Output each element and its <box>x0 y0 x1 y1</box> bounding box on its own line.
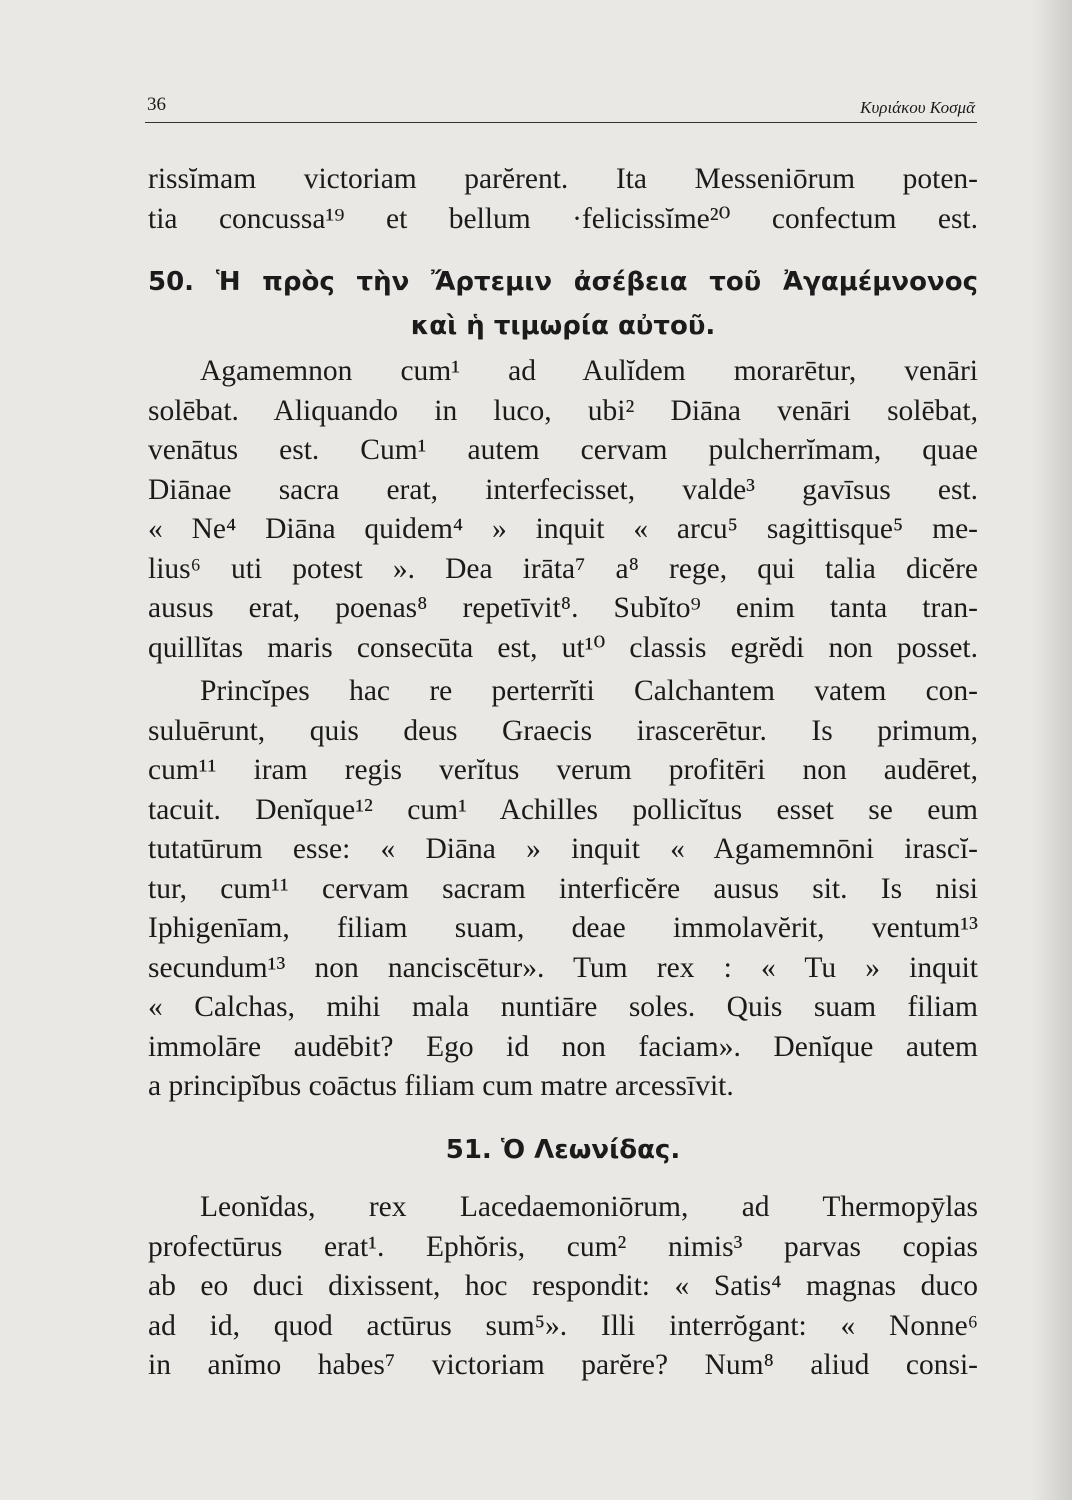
heading-line: 51. Ὁ Λεωνίδας. <box>445 1135 681 1165</box>
heading-line: 50. Ἡ πρὸς τὴν Ἄρτεμιν ἀσέβεια τοῦ Ἀγαμέμνονος <box>148 267 978 297</box>
text-line: « Calchas, mihi mala nuntiāre soles. Quis suam filiam <box>148 991 978 1023</box>
text-line: a principĭbus coāctus filiam cum matre arcessīvit. <box>148 1070 734 1102</box>
text-line: solēbat. Aliquando in luco, ubi² Diāna venāri solēbat, <box>148 394 978 427</box>
text-line: ab eo duci dixissent, hoc respondit: « Satis⁴ magnas duco <box>148 1270 978 1302</box>
text-line: profectūrus erat¹. Ephŏris, cum² nimis³ parvas copias <box>148 1230 978 1263</box>
section-51-paragraph <box>148 1188 978 1386</box>
running-header <box>145 90 977 123</box>
text-line: secundum¹³ non nanciscētur». Tum rex : « Tu » inquit <box>148 951 978 984</box>
page-number: 36 <box>147 94 166 115</box>
section-50-heading <box>148 260 978 348</box>
text-line: « Ne⁴ Diāna quidem⁴ » inquit « arcu⁵ sagittisque⁵ me- <box>148 513 978 545</box>
text-line: ausus erat, poenas⁸ repetīvit⁸. Subĭto⁹ enim tanta tran- <box>148 592 978 624</box>
text-line: tacuit. Denĭque¹² cum¹ Achilles pollicĭtus esset se eum <box>148 793 978 826</box>
text-line: immolāre audēbit? Ego id non faciam». Denĭque autem <box>148 1030 978 1063</box>
running-title: Κυριάκου Κοσμᾶ <box>860 98 975 117</box>
heading-line: καὶ ἡ τιμωρία αὐτοῦ. <box>410 311 716 341</box>
text-line: rissĭmam victoriam parĕrent. Ita Messeniōrum poten- <box>148 163 978 195</box>
text-line: suluērunt, quis deus Graecis irascerētur. Is primum, <box>148 714 978 747</box>
text-line: cum¹¹ iram regis verĭtus verum profitēri non audēret, <box>148 754 978 786</box>
text-line: lius⁶ uti potest ». Dea irāta⁷ a⁸ rege, qui talia dicĕre <box>148 552 978 585</box>
text-line: venātus est. Cum¹ autem cervam pulcherrĭmam, quae <box>148 434 978 466</box>
text-line: Diānae sacra erat, interfecisset, valde³ gavīsus est. <box>148 473 978 506</box>
section-51-heading <box>148 1130 978 1170</box>
text-line: in anĭmo habes⁷ victoriam parĕre? Num⁸ aliud consi- <box>148 1349 978 1381</box>
text-line: Agamemnon cum¹ ad Aulĭdem morarētur, venāri <box>200 355 978 387</box>
text-line: ad id, quod actūrus sum⁵». Illi interrŏgant: « Nonne⁶ <box>148 1309 978 1342</box>
text-line: tur, cum¹¹ cervam sacram interficĕre ausus sit. Is nisi <box>148 872 978 905</box>
continuation-text <box>148 160 978 239</box>
text-line: tia concussa¹⁹ et bellum ·felicissĭme²⁰ confectum est. <box>148 202 978 235</box>
text-line: Iphigenīam, filiam suam, deae immolavĕrit, ventum¹³ <box>148 912 978 944</box>
text-line: quillĭtas maris consecūta est, ut¹⁰ classis egrĕdi non posset. <box>148 631 978 664</box>
text-line: Princĭpes hac re perterrĭti Calchantem vatem con- <box>200 675 978 707</box>
text-line: Leonĭdas, rex Lacedaemoniōrum, ad Thermopȳlas <box>200 1191 978 1223</box>
section-50-paragraph-2 <box>148 672 978 1107</box>
page-edge-shadow <box>1032 0 1072 1500</box>
section-50-paragraph-1 <box>148 352 978 668</box>
text-line: tutatūrum esse: « Diāna » inquit « Agamemnōni irascĭ- <box>148 833 978 865</box>
